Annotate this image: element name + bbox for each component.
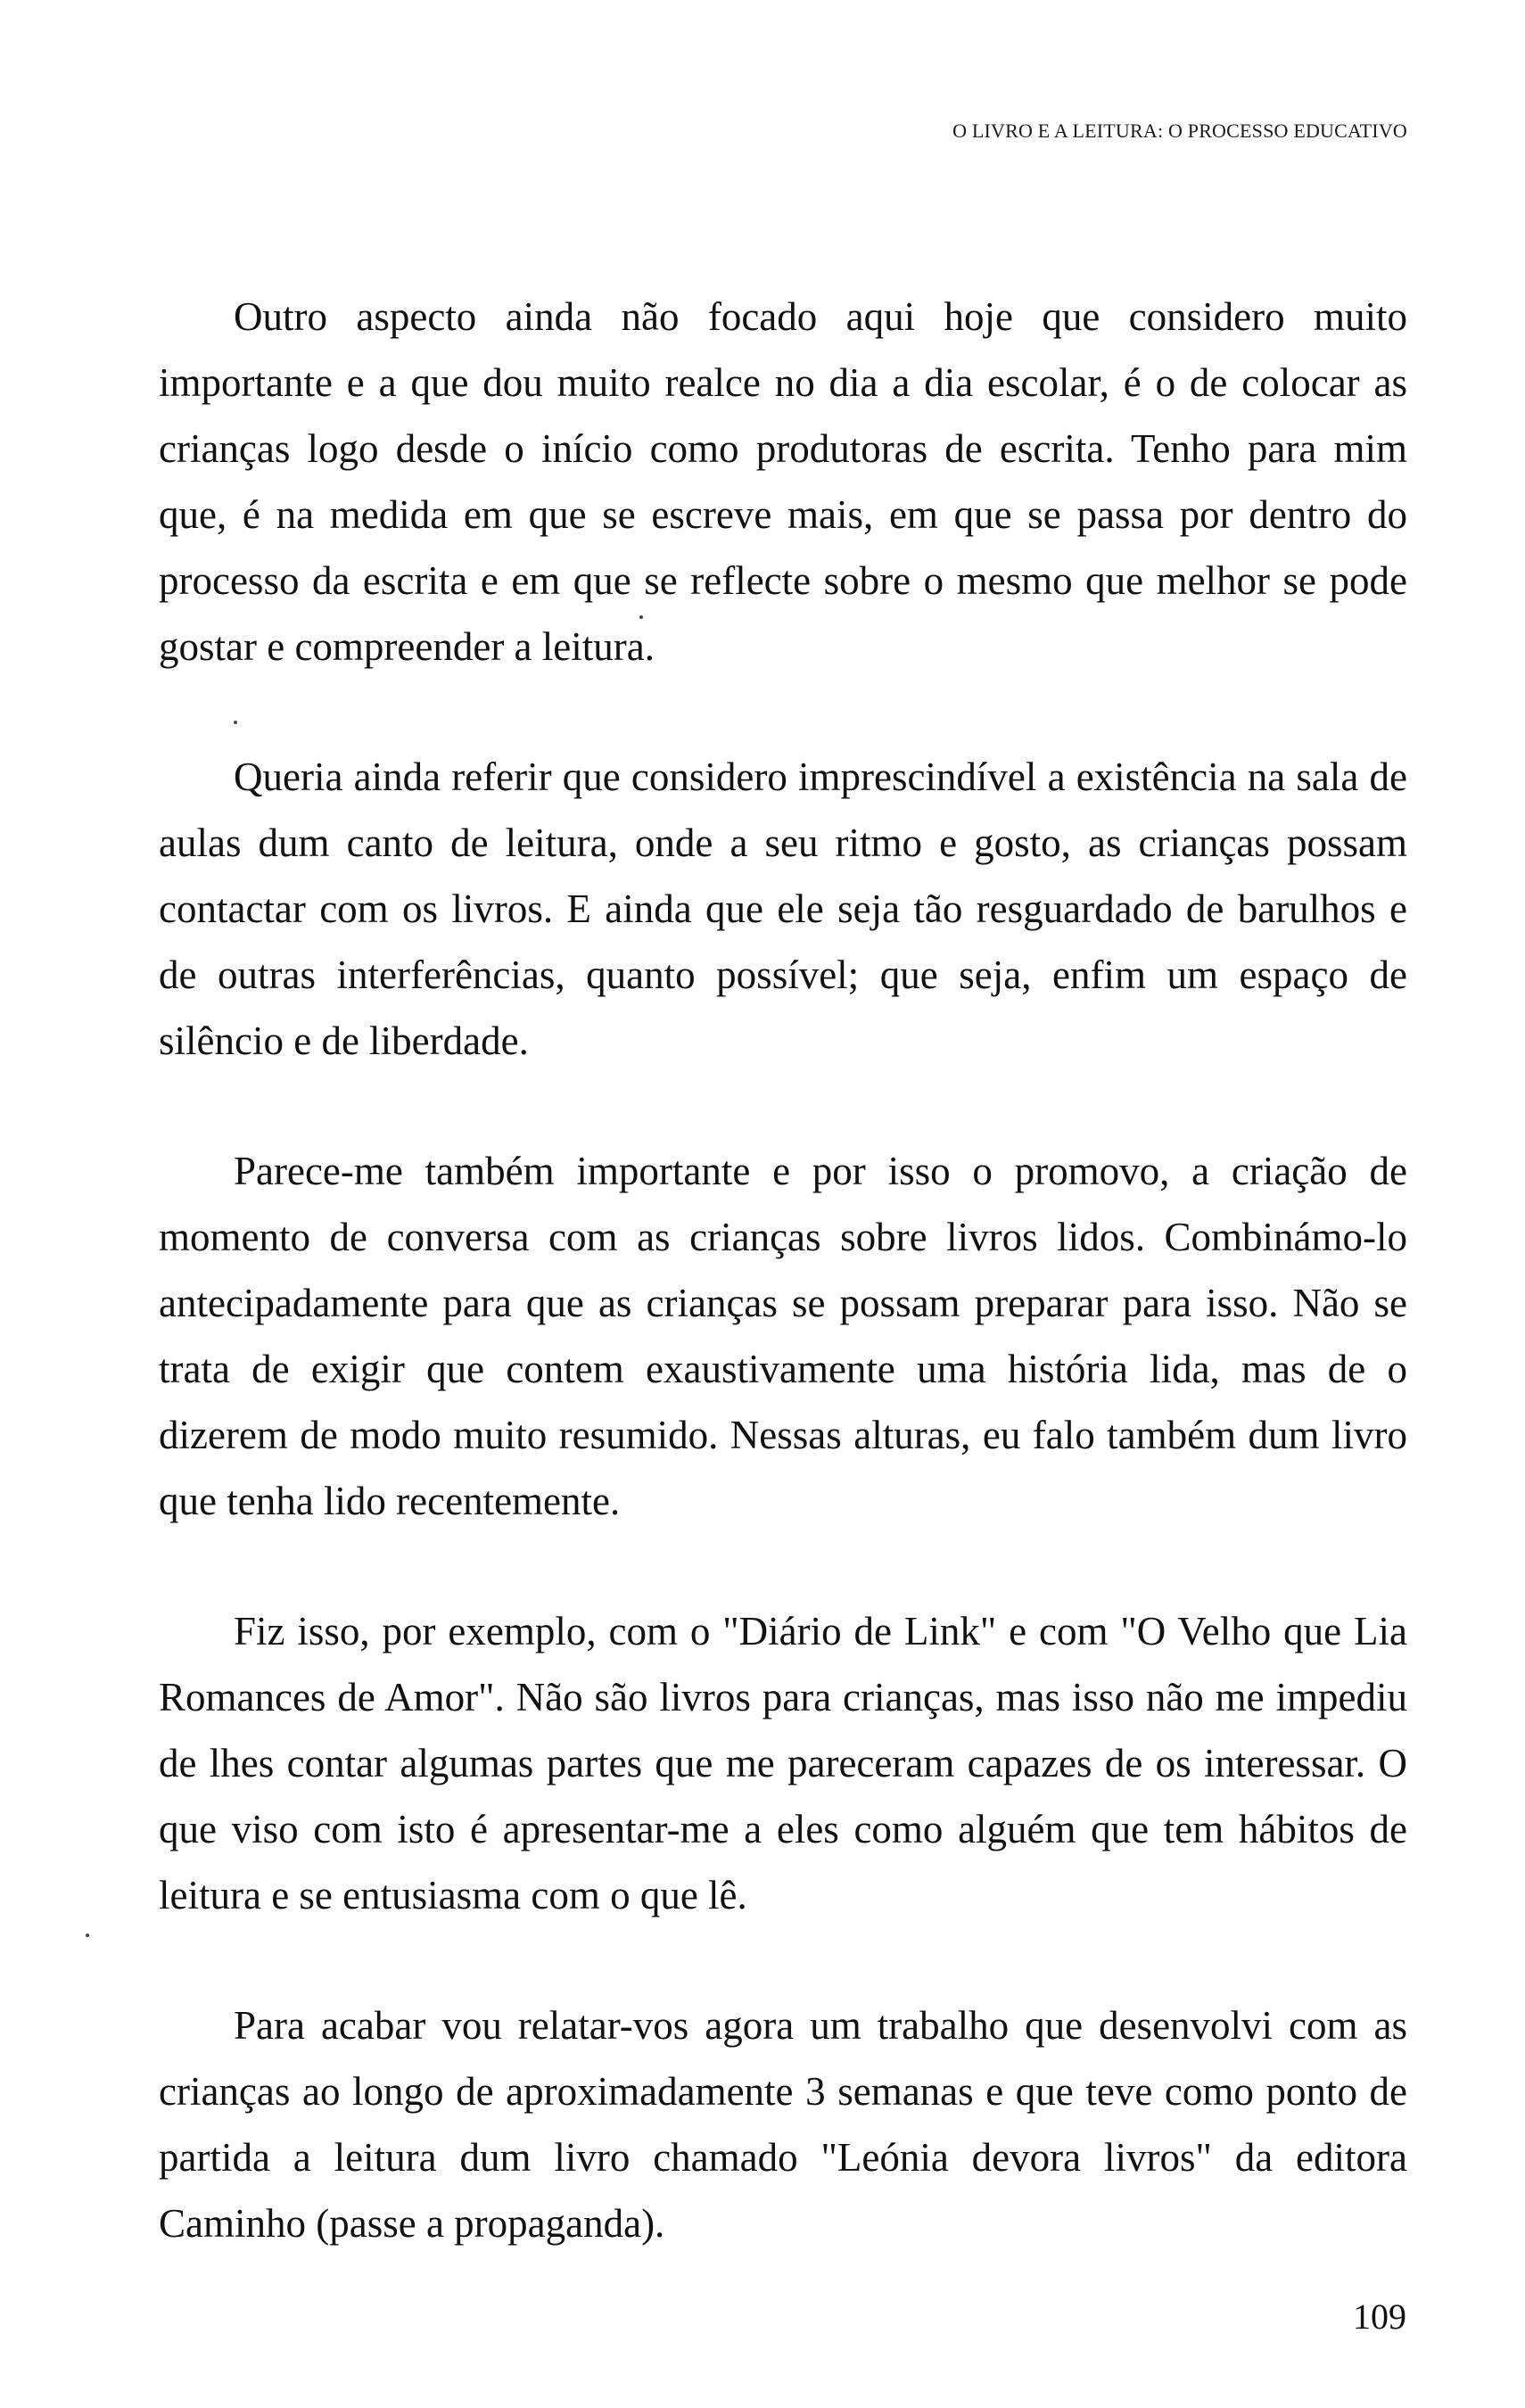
paragraph-reading-corner: Queria ainda referir que considero imprescindível a existência na sala de aulas dum canto de leitura, onde a seu ritmo e gosto, as crianças possam contactar com os livros. E ainda que ele seja tão resguardado de barulhos e de outras interferências, quanto possível; que seja, enfim um espaço de silêncio e de liberdade.: [159, 755, 1407, 1063]
paragraph-closing: Para acabar vou relatar-vos agora um trabalho que desenvolvi com as crianças ao longo de aproximadamente 3 semanas e que teve como ponto de partida a leitura dum livro chamado "Leónia devora livros" da editora Caminho (passe a propaganda).: [159, 2003, 1407, 2246]
scan-speck: [234, 721, 237, 724]
running-header: O LIVRO E A LEITURA: O PROCESSO EDUCATIVO: [952, 120, 1407, 142]
paragraph-book-conversations: Parece-me também importante e por isso o promovo, a criação de momento de conversa com as crianças sobre livros lidos. Combinámo-lo antecipadamente para que as crianças se possam preparar para isso. Não se trata de exigir que contem exaustivamente uma história lida, mas de o dizerem de modo muito resumido. Nessas alturas, eu falo também dum livro que tenha lido recentemente.: [159, 1149, 1407, 1523]
scan-speck: [86, 1934, 89, 1937]
paragraph-example-books: Fiz isso, por exemplo, com o "Diário de Link" e com "O Velho que Lia Romances de Amor". Não são livros para crianças, mas isso não me impediu de lhes contar algumas partes que me pareceram capazes de os interessar. O que viso com isto é apresentar-me a eles como alguém que tem hábitos de leitura e se entusiasma com o que lê.: [159, 1609, 1407, 1917]
body-text: [159, 284, 1407, 2321]
scan-speck: [639, 615, 643, 619]
page-number: 109: [1353, 2297, 1406, 2337]
paragraph-writing-production: Outro aspecto ainda não focado aqui hoje que considero muito importante e a que dou muito realce no dia a dia escolar, é o de colocar as crianças logo desde o início como produtoras de escrita. Tenho para mim que, é na medida em que se escreve mais, em que se passa por dentro do processo da escrita e em que se reflecte sobre o mesmo que melhor se pode gostar e compreender a leitura.: [159, 294, 1407, 669]
